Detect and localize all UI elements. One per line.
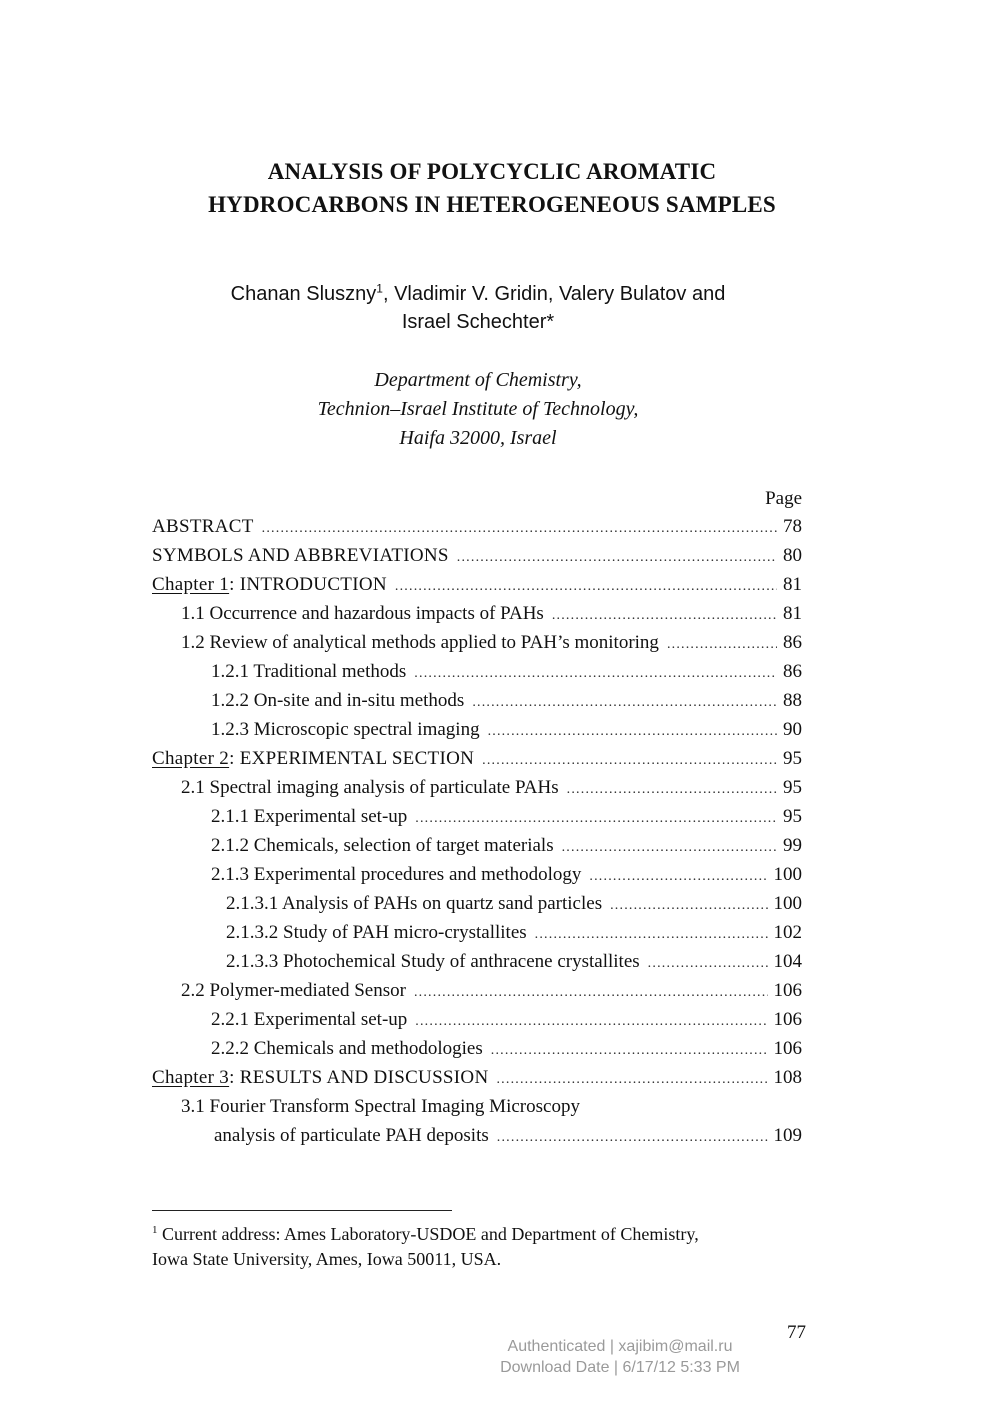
toc-entry-page: 81	[783, 603, 802, 624]
toc-entry-title: 2.1.3 Experimental procedures and methodology	[211, 864, 582, 885]
toc-entry-title: 2.1 Spectral imaging analysis of particulate PAHs	[181, 777, 559, 798]
download-watermark	[470, 1336, 770, 1378]
dot-leader	[415, 1007, 767, 1036]
toc-entry-page: 80	[783, 545, 802, 566]
dot-leader	[567, 775, 777, 804]
dot-leader	[535, 920, 768, 949]
toc-entry-page: 95	[783, 806, 802, 827]
footnote-text: Current address: Ames Laboratory-USDOE and Department of Chemistry,	[162, 1224, 699, 1244]
affiliation-institute: Technion–Israel Institute of Technology,	[317, 398, 639, 420]
toc-page-heading: Page	[765, 488, 802, 509]
author-footnote-marker: 1	[376, 281, 383, 296]
toc-entry	[152, 628, 802, 657]
toc-entry-page: 100	[773, 864, 802, 885]
toc-entry-page: 104	[773, 951, 802, 972]
toc-entry	[152, 918, 802, 947]
toc-entry-title: ABSTRACT	[152, 516, 254, 537]
toc-entry-title: SYMBOLS AND ABBREVIATIONS	[152, 545, 449, 566]
toc-entry-title: 2.1.1 Experimental set-up	[211, 806, 408, 827]
toc-entry-page: 81	[783, 574, 802, 595]
affiliation-department: Department of Chemistry,	[374, 369, 582, 391]
toc-chapter-label: Chapter 1	[152, 574, 230, 595]
toc-entry	[152, 947, 802, 976]
toc-entry-title: 2.1.3.3 Photochemical Study of anthracene crystallites	[226, 951, 640, 972]
dot-leader	[414, 659, 777, 688]
affiliation	[0, 366, 956, 453]
toc-entry-title: 2.2 Polymer-mediated Sensor	[181, 980, 406, 1001]
dot-leader	[589, 862, 767, 891]
dot-leader	[472, 688, 777, 717]
toc-entry	[152, 657, 802, 686]
toc-entry	[152, 1063, 802, 1092]
toc-entry	[152, 686, 802, 715]
affiliation-address: Haifa 32000, Israel	[399, 427, 557, 449]
author-list	[0, 280, 956, 336]
watermark-line-2: Download Date | 6/17/12 5:33 PM	[500, 1359, 740, 1376]
authors-line-1	[0, 280, 956, 308]
dot-leader	[415, 804, 777, 833]
toc-entry-page: 90	[783, 719, 802, 740]
footnote-line-1	[152, 1222, 802, 1247]
toc-entry-page: 99	[783, 835, 802, 856]
dot-leader	[262, 514, 777, 543]
toc-entry-page: 106	[773, 1009, 802, 1030]
toc-entry-title: 1.1 Occurrence and hazardous impacts of PAHs	[181, 603, 544, 624]
authors-line-2: Israel Schechter*	[401, 311, 555, 333]
dot-leader	[496, 1065, 767, 1094]
dot-leader	[648, 949, 768, 978]
toc-entry-page: 78	[783, 516, 802, 537]
toc-entry-title: 1.2.1 Traditional methods	[211, 661, 407, 682]
toc-entry-title: 2.1.3.1 Analysis of PAHs on quartz sand particles	[226, 893, 603, 914]
dot-leader	[667, 630, 777, 659]
toc-entry-title: 1.2.2 On-site and in-situ methods	[211, 690, 465, 711]
toc-entry-title: 2.1.2 Chemicals, selection of target materials	[211, 835, 554, 856]
watermark-line-1: Authenticated | xajibim@mail.ru	[507, 1338, 733, 1355]
toc-entry-title: 2.2.2 Chemicals and methodologies	[211, 1038, 483, 1059]
toc-entry-page: 100	[773, 893, 802, 914]
toc-chapter-label: Chapter 2	[152, 748, 230, 769]
toc-entry	[152, 860, 802, 889]
title-line-2: HYDROCARBONS IN HETEROGENEOUS SAMPLES	[208, 192, 776, 217]
footnote-line-2: Iowa State University, Ames, Iowa 50011, USA.	[152, 1249, 502, 1269]
toc-entry	[152, 744, 802, 773]
footnote-rule	[152, 1210, 452, 1211]
toc-entry	[152, 1092, 802, 1121]
toc-entry	[152, 1005, 802, 1034]
toc-entry-title: 2.1.3.2 Study of PAH micro-crystallites	[226, 922, 527, 943]
toc-entry-title: 2.2.1 Experimental set-up	[211, 1009, 408, 1030]
toc-entry	[152, 889, 802, 918]
footnote-marker: 1	[152, 1224, 158, 1236]
toc-entry-title: : RESULTS AND DISCUSSION	[229, 1067, 489, 1088]
toc-entry	[152, 802, 802, 831]
footnote	[152, 1222, 802, 1272]
toc-entry-title: : INTRODUCTION	[229, 574, 387, 595]
toc-entry	[152, 1034, 802, 1063]
table-of-contents	[152, 512, 802, 1150]
toc-entry-page: 95	[783, 777, 802, 798]
toc-entry-page: 108	[773, 1067, 802, 1088]
toc-entry	[152, 570, 802, 599]
title-line-1: ANALYSIS OF POLYCYCLIC AROMATIC	[267, 159, 717, 184]
toc-entry-page: 109	[773, 1125, 802, 1146]
toc-entry-title: 1.2.3 Microscopic spectral imaging	[211, 719, 480, 740]
toc-entry	[152, 1121, 802, 1150]
toc-entry	[152, 773, 802, 802]
toc-entry-page: 106	[773, 980, 802, 1001]
first-author: Chanan Sluszny	[230, 283, 377, 305]
dot-leader	[497, 1123, 768, 1152]
other-authors: , Vladimir V. Gridin, Valery Bulatov and	[382, 283, 726, 305]
dot-leader	[552, 601, 777, 630]
toc-entry-page: 88	[783, 690, 802, 711]
toc-entry-title: analysis of particulate PAH deposits	[214, 1125, 489, 1146]
toc-entry-title: 1.2 Review of analytical methods applied to PAH’s monitoring	[181, 632, 659, 653]
dot-leader	[562, 833, 777, 862]
toc-entry-page: 95	[783, 748, 802, 769]
toc-entry	[152, 715, 802, 744]
dot-leader	[457, 543, 777, 572]
dot-leader	[610, 891, 767, 920]
toc-chapter-label: Chapter 3	[152, 1067, 230, 1088]
toc-entry-title: : EXPERIMENTAL SECTION	[229, 748, 475, 769]
toc-entry-page: 86	[783, 661, 802, 682]
toc-entry	[152, 599, 802, 628]
toc-entry-page: 106	[773, 1038, 802, 1059]
toc-entry	[152, 976, 802, 1005]
dot-leader	[414, 978, 768, 1007]
dot-leader	[488, 717, 777, 746]
page-number: 77	[787, 1322, 806, 1343]
toc-entry-title: 3.1 Fourier Transform Spectral Imaging Microscopy	[181, 1096, 580, 1117]
toc-entry-page: 86	[783, 632, 802, 653]
toc-entry-page: 102	[773, 922, 802, 943]
article-title	[0, 155, 984, 221]
toc-entry	[152, 512, 802, 541]
dot-leader	[482, 746, 777, 775]
toc-entry	[152, 831, 802, 860]
dot-leader	[395, 572, 777, 601]
dot-leader	[491, 1036, 768, 1065]
toc-entry	[152, 541, 802, 570]
